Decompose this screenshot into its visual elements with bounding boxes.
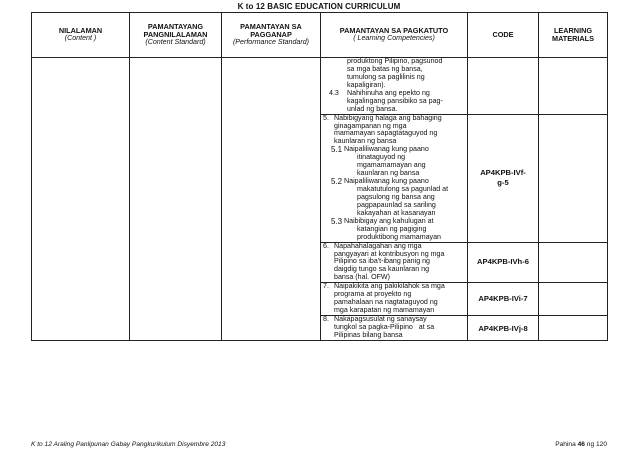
competency-line: mga karapatan ng mamamayan	[334, 306, 435, 315]
item-number: 6.	[323, 241, 329, 250]
competency-line: Naibibigay ang kahulugan at	[344, 216, 434, 225]
header-materials	[539, 13, 608, 58]
sub-number: 5.3	[331, 216, 343, 226]
competency-line: Pilipino sa iba't-ibang panig ng	[334, 257, 431, 266]
competency-line: ginagampanan ng mga	[334, 121, 407, 130]
competency-cell	[321, 283, 468, 316]
competency-line: mamamayan sapagtataguyod ng	[334, 129, 438, 138]
header-performance-standard-title: PAMANTAYAN SA PAGGANAP	[240, 21, 302, 40]
code-text: AP4KPB-IVh-6	[477, 257, 529, 267]
competency-line: tumulong sa paglilinis ng	[347, 72, 425, 81]
footer-page-indicator	[555, 441, 607, 448]
competency-line: produktong Pilipino, pagsunod	[347, 57, 443, 65]
header-content-standard-title: PAMANTAYANG PANGNILALAMAN	[143, 21, 208, 40]
competency-cell	[321, 316, 468, 341]
footer-document-name: K to 12 Araling Panlipunan Gabay Pangkurikulum Disyembre 2013	[31, 441, 226, 448]
competency-cell	[321, 242, 468, 283]
header-competencies	[321, 13, 468, 58]
performance-standard-cell	[222, 58, 321, 341]
header-content-subtitle: (Content )	[64, 34, 97, 43]
header-content	[32, 13, 130, 58]
sub-number: 5.1	[331, 145, 343, 155]
competency-line: makatutulong sa pagunlad at	[357, 185, 449, 193]
curriculum-table	[31, 12, 608, 341]
competency-line: Naipakikita ang pakikilahok sa mga	[334, 282, 445, 291]
header-competencies-title: PAMANTAYAN SA PAGKATUTO	[339, 25, 449, 35]
competency-line: kaunlaran ng bansa	[334, 137, 397, 146]
page-mid: ng	[586, 441, 595, 448]
code-text: AP4KPB-IVi-7	[478, 293, 528, 303]
competency-line: itinataguyod ng	[357, 153, 406, 162]
competency-line: pagpapaunlad sa sariling	[357, 200, 436, 209]
page-total: 120	[595, 441, 607, 448]
sub-number: 5.2	[331, 177, 343, 187]
header-content-standard	[130, 13, 222, 58]
competency-line: unlad ng bansa.	[347, 104, 398, 113]
page-prefix: Pahina	[555, 441, 576, 448]
code-text: AP4KPB-IVf-g-5	[480, 167, 526, 188]
competency-line: mgamamamayan ang	[357, 161, 426, 170]
competency-line: tungkol sa pagka-Pilipino at sa	[334, 322, 435, 331]
materials-cell	[539, 283, 608, 316]
competency-cell	[321, 114, 468, 242]
competency-line: Naipaliliwanag kung paano	[344, 145, 429, 154]
competency-line: pamahalaan na nagtataguyod ng	[334, 298, 438, 307]
code-text: AP4KPB-IVj-8	[478, 324, 528, 334]
header-performance-standard	[222, 13, 321, 58]
competency-line: Nakapagsusulat ng sanaysay	[334, 315, 427, 323]
competency-line: katangian ng pagiging	[357, 224, 427, 233]
sub-number: 4.3	[329, 88, 339, 97]
header-performance-standard-subtitle: (Performance Standard)	[232, 38, 310, 47]
document-title: K to 12 BASIC EDUCATION CURRICULUM	[237, 2, 401, 11]
content-cell	[32, 58, 130, 341]
item-number: 8.	[323, 315, 329, 323]
competency-line: pagsulong ng bansa ang	[357, 192, 435, 201]
code-cell	[468, 242, 539, 283]
table-header-row	[32, 13, 608, 58]
competency-line: Nahihinuha ang epekto ng	[347, 88, 430, 97]
competency-line: Napahahalagahan ang mga	[334, 241, 422, 250]
materials-cell	[539, 58, 608, 115]
header-code	[468, 13, 539, 58]
header-materials-title: LEARNING MATERIALS	[551, 25, 595, 43]
competency-line: daigdig tungo sa kaunlaran ng	[334, 265, 430, 274]
code-cell	[468, 283, 539, 316]
competency-line: kaunlaran ng bansa	[357, 169, 420, 178]
header-content-title: NILALAMAN	[58, 25, 103, 35]
content-standard-cell	[130, 58, 222, 341]
materials-cell	[539, 114, 608, 242]
competency-cell	[321, 58, 468, 115]
competency-line: kakayahan at kasanayan	[357, 208, 436, 217]
competency-line: produktibong mamamayan	[357, 232, 441, 241]
item-number: 5.	[323, 113, 329, 122]
competency-line: sa mga batas ng bansa,	[347, 64, 423, 73]
competency-line: pangyayari at kontribusyon ng mga	[334, 249, 445, 258]
competency-line: bansa (hal. OFW)	[334, 273, 390, 282]
materials-cell	[539, 316, 608, 341]
header-competencies-subtitle: ( Learning Competencies)	[353, 34, 435, 43]
code-cell	[468, 114, 539, 242]
header-content-standard-subtitle: (Content Standard)	[145, 38, 206, 47]
header-code-title: CODE	[492, 29, 514, 39]
competency-line: Naipaliliwanag kung paano	[344, 177, 429, 186]
competency-line: kagalingang pansibiko sa pag-	[347, 96, 443, 105]
competency-line: Nabibigyang halaga ang bahaging	[334, 113, 442, 122]
competency-line: kapaligiran).	[347, 80, 386, 89]
competency-line: Pilipinas bilang bansa	[334, 330, 403, 339]
competency-line: programa at proyekto ng	[334, 290, 412, 299]
table-row	[32, 58, 608, 115]
materials-cell	[539, 242, 608, 283]
code-cell	[468, 58, 539, 115]
code-cell	[468, 316, 539, 341]
item-number: 7.	[323, 282, 329, 291]
page-number: 46	[577, 441, 585, 448]
